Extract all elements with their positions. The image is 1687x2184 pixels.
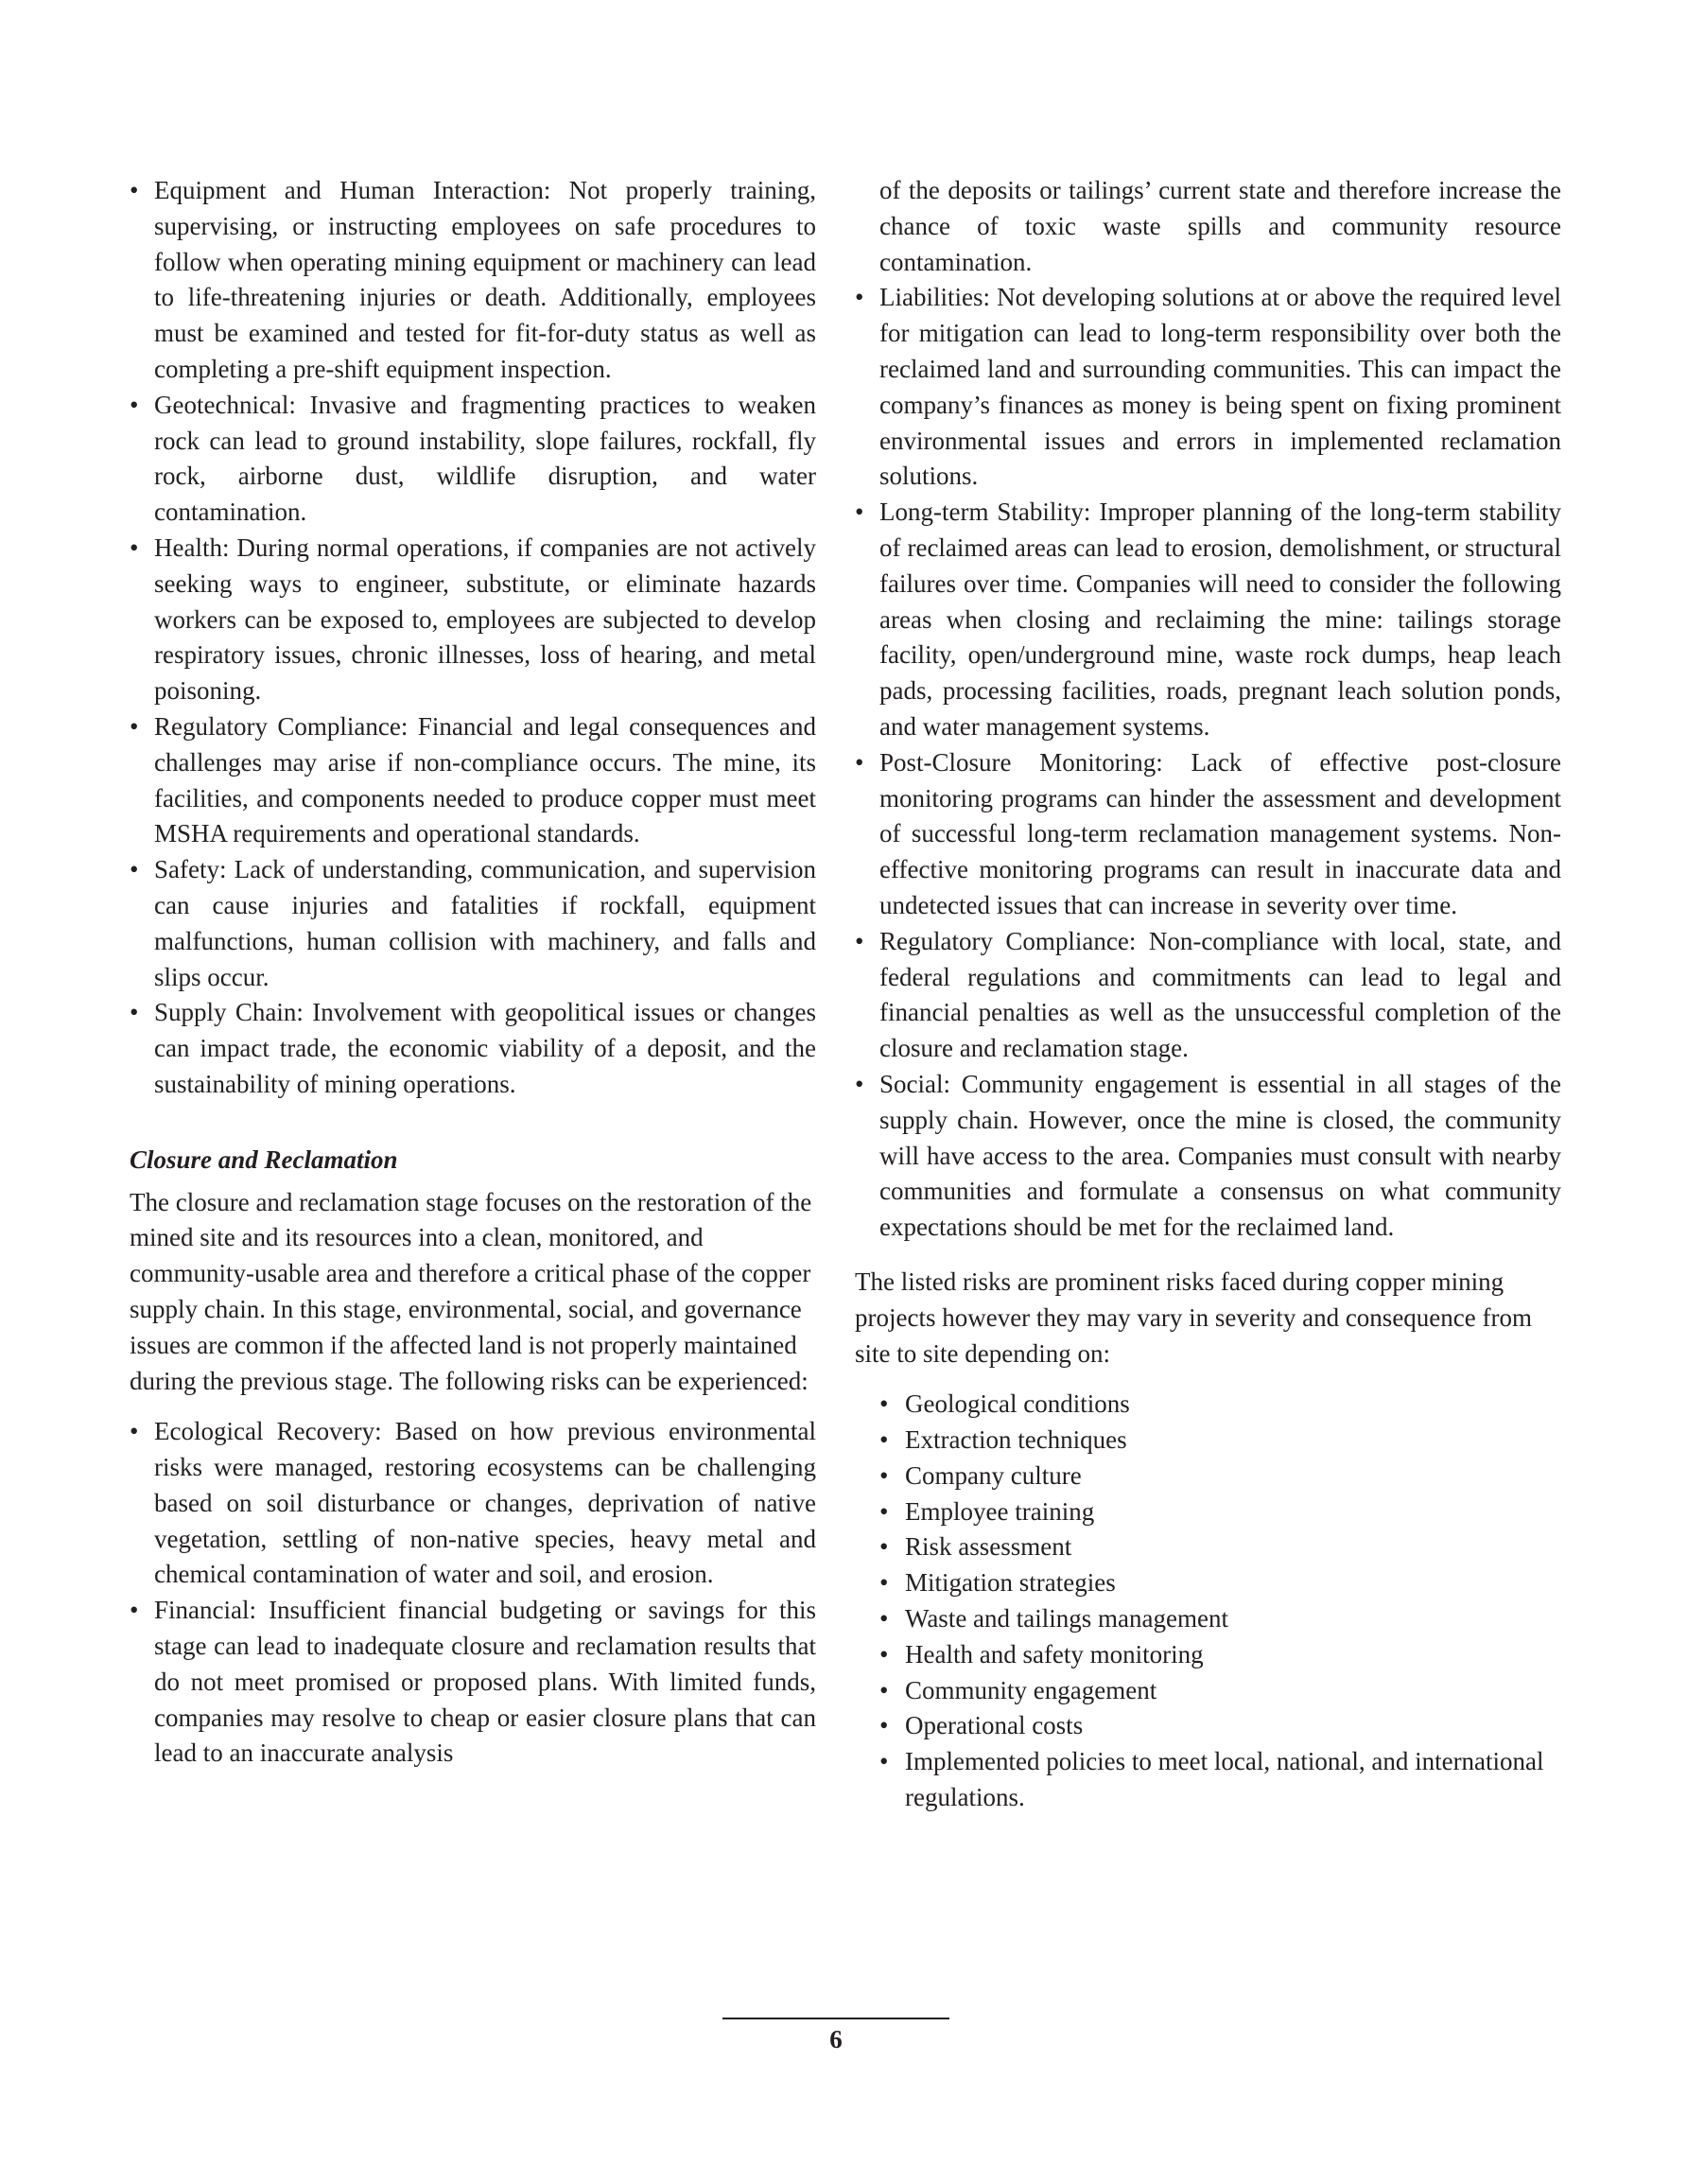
left-column: [130, 173, 816, 1772]
list-item: • Health: During normal operations, if companies are not actively seeking ways to engineer, substitute, or eliminate hazards workers can be exposed to, employees are subjected to develop respiratory issues, chronic illnesses, loss of hearing, and metal poisoning.: [130, 531, 816, 709]
list-item: • Social: Community engagement is essential in all stages of the supply chain. However, once the mine is closed, the community will have access to the area. Companies must consult with nearby communities and formulate a consensus on what community expectations should be met for the reclaimed land.: [855, 1067, 1561, 1246]
right-column: [855, 173, 1561, 1816]
list-item: • Community engagement: [879, 1673, 1561, 1709]
list-item: • Implemented policies to meet local, national, and international regulations.: [879, 1744, 1561, 1816]
list-item: • Risk assessment: [879, 1529, 1561, 1565]
closure-risk-list-right: [855, 280, 1561, 1246]
list-item: • Liabilities: Not developing solutions at or above the required level for mitigation can lead to long-term responsibility over both the reclaimed land and surrounding communities. This can impact the company’s finances as money is being spent on fixing prominent environmental issues and errors in implemented reclamation solutions.: [855, 280, 1561, 495]
closure-risk-list-continued: [855, 173, 1561, 280]
footer-rule: [722, 2018, 949, 2019]
list-item-continuation: [855, 173, 1561, 280]
list-item: • Equipment and Human Interaction: Not properly training, supervising, or instructing employees on safe procedures to follow when operating mining equipment or machinery can lead to life-threatening injuries or death. Additionally, employees must be examined and tested for fit-for-duty status as well as completing a pre-shift equipment inspection.: [130, 173, 816, 388]
list-item: • Company culture: [879, 1459, 1561, 1494]
list-item: • Ecological Recovery: Based on how previous environmental risks were managed, restoring ecosystems can be challenging based on soil disturbance or changes, deprivation of native vegetation, settling of non-native species, heavy metal and chemical contamination of water and soil, and erosion.: [130, 1414, 816, 1593]
list-item: • Extraction techniques: [879, 1423, 1561, 1459]
section-heading: Closure and Reclamation: [130, 1144, 398, 1174]
list-item: • Financial: Insufficient financial budgeting or savings for this stage can lead to inadequate closure and reclamation results that do not meet promised or proposed plans. With limited funds, companies may resolve to cheap or easier closure plans that can lead to an inaccurate analysis: [130, 1593, 816, 1772]
continuation-text: of the deposits or tailings’ current state and therefore increase the chance of toxic waste spills and community resource contamination.: [879, 176, 1561, 276]
list-item: • Health and safety monitoring: [879, 1637, 1561, 1673]
closure-risk-list: [130, 1414, 816, 1772]
list-item: • Employee training: [879, 1494, 1561, 1530]
summary-paragraph: The listed risks are prominent risks faced during copper mining projects however they may vary in severity and consequence from site to site depending on:: [855, 1267, 1532, 1368]
list-item: • Regulatory Compliance: Financial and legal consequences and challenges may arise if non-compliance occurs. The mine, its facilities, and components needed to produce copper must meet MSHA requirements and operational standards.: [130, 709, 816, 852]
list-item: • Waste and tailings management: [879, 1601, 1561, 1637]
list-item: • Long-term Stability: Improper planning of the long-term stability of reclaimed areas can lead to erosion, demolishment, or structural failures over time. Companies will need to consider the following areas when closing and reclaiming the mine: tailings storage facility, open/underground mine, waste rock dumps, heap leach pads, processing facilities, roads, pregnant leach solution ponds, and water management systems.: [855, 495, 1561, 745]
page-number: 6: [829, 2025, 843, 2053]
operational-risk-list: [130, 173, 816, 1103]
factor-list: [879, 1387, 1561, 1816]
list-item: • Mitigation strategies: [879, 1565, 1561, 1601]
list-item: • Regulatory Compliance: Non-compliance with local, state, and federal regulations and commitments can lead to legal and financial penalties as well as the unsuccessful completion of the closure and reclamation stage.: [855, 924, 1561, 1067]
list-item: • Safety: Lack of understanding, communication, and supervision can cause injuries and fatalities if rockfall, equipment malfunctions, human collision with machinery, and falls and slips occur.: [130, 852, 816, 995]
list-item: • Operational costs: [879, 1708, 1561, 1744]
list-item: • Supply Chain: Involvement with geopolitical issues or changes can impact trade, the economic viability of a deposit, and the sustainability of mining operations.: [130, 995, 816, 1102]
list-item: • Post-Closure Monitoring: Lack of effective post-closure monitoring programs can hinder the assessment and development of successful long-term reclamation management systems. Non-effective monitoring programs can result in inaccurate data and undetected issues that can increase in severity over time.: [855, 745, 1561, 924]
section-intro-paragraph: The closure and reclamation stage focuses on the restoration of the mined site and its resources into a clean, monitored, and community-usable area and therefore a critical phase of the copper supply chain. In this stage, environmental, social, and governance issues are common if the affected land is not properly maintained during the previous stage. The following risks can be experienced:: [130, 1187, 812, 1395]
list-item: • Geotechnical: Invasive and fragmenting practices to weaken rock can lead to ground instability, slope failures, rockfall, fly rock, airborne dust, wildlife disruption, and water contamination.: [130, 388, 816, 531]
list-item: • Geological conditions: [879, 1387, 1561, 1423]
